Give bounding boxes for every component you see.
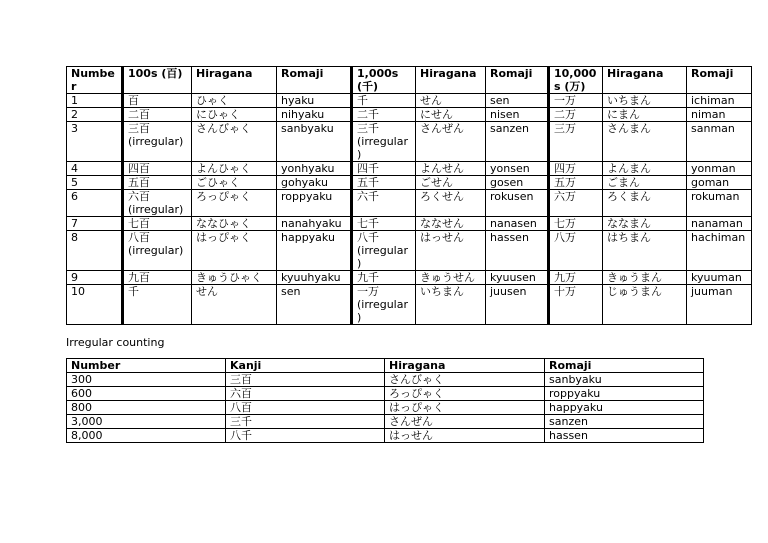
irregular-table-cell: はっぴゃく	[385, 401, 545, 415]
numbers-table-cell: goman	[687, 176, 752, 190]
numbers-table-cell: 四万	[549, 162, 603, 176]
irregular-table-cell: 三百	[226, 373, 385, 387]
numbers-table-cell: 七千	[352, 217, 416, 231]
irregular-table-cell: 八千	[226, 429, 385, 443]
irregular-table-cell: sanzen	[545, 415, 704, 429]
irregular-table-cell: さんぜん	[385, 415, 545, 429]
numbers-table-cell: 9	[67, 271, 123, 285]
numbers-table-cell: roppyaku	[277, 190, 352, 217]
irregular-counting-caption: Irregular counting	[66, 336, 165, 349]
numbers-table-cell: ごせん	[416, 176, 486, 190]
numbers-table-cell: じゅうまん	[603, 285, 687, 325]
numbers-table-cell: ななせん	[416, 217, 486, 231]
irregular-table-cell: 800	[67, 401, 226, 415]
numbers-table-header-cell: Hiragana	[192, 67, 277, 94]
table-row	[67, 94, 752, 108]
numbers-table-cell: sanzen	[486, 122, 549, 162]
irregular-table-cell: hassen	[545, 429, 704, 443]
numbers-table-cell: はっせん	[416, 231, 486, 271]
irregular-table-cell: 600	[67, 387, 226, 401]
numbers-table-cell: 四百	[123, 162, 192, 176]
numbers-table-cell: ろくせん	[416, 190, 486, 217]
numbers-table-cell: sanbyaku	[277, 122, 352, 162]
numbers-table-cell: happyaku	[277, 231, 352, 271]
irregular-table-cell: 八百	[226, 401, 385, 415]
numbers-table-cell: 4	[67, 162, 123, 176]
numbers-table-cell: yonsen	[486, 162, 549, 176]
numbers-table-cell: 七百	[123, 217, 192, 231]
numbers-table-cell: 一万 (irregular)	[352, 285, 416, 325]
numbers-table-cell: sanman	[687, 122, 752, 162]
table-row	[67, 162, 752, 176]
numbers-table-cell: 九千	[352, 271, 416, 285]
numbers-table-cell: rokusen	[486, 190, 549, 217]
irregular-table-cell: 8,000	[67, 429, 226, 443]
numbers-table-cell: 三百 (irregular)	[123, 122, 192, 162]
numbers-table-cell: 千	[352, 94, 416, 108]
numbers-table-header-cell: Romaji	[277, 67, 352, 94]
numbers-table-cell: 八万	[549, 231, 603, 271]
numbers-table-cell: ろくまん	[603, 190, 687, 217]
numbers-table-cell: きゅうせん	[416, 271, 486, 285]
numbers-table-cell: 五千	[352, 176, 416, 190]
table-row	[67, 373, 704, 387]
irregular-table-header-cell: Romaji	[545, 359, 704, 373]
irregular-table-cell: 3,000	[67, 415, 226, 429]
numbers-table-cell: きゅうひゃく	[192, 271, 277, 285]
numbers-table-cell: nanasen	[486, 217, 549, 231]
numbers-table-header-cell: Hiragana	[416, 67, 486, 94]
numbers-table-cell: はちまん	[603, 231, 687, 271]
numbers-table-header-cell: Hiragana	[603, 67, 687, 94]
numbers-table-cell: にせん	[416, 108, 486, 122]
numbers-table-cell: kyuuhyaku	[277, 271, 352, 285]
irregular-table-header-cell: Hiragana	[385, 359, 545, 373]
numbers-table-cell: 七万	[549, 217, 603, 231]
numbers-table-cell: にひゃく	[192, 108, 277, 122]
table-row	[67, 217, 752, 231]
numbers-table-header-cell: 100s (百)	[123, 67, 192, 94]
numbers-table-cell: せん	[416, 94, 486, 108]
numbers-table-cell: 二万	[549, 108, 603, 122]
irregular-table-cell: roppyaku	[545, 387, 704, 401]
numbers-table-cell: ごひゃく	[192, 176, 277, 190]
numbers-table-cell: 五万	[549, 176, 603, 190]
numbers-table-cell: 8	[67, 231, 123, 271]
numbers-table-cell: rokuman	[687, 190, 752, 217]
numbers-table-cell: はっぴゃく	[192, 231, 277, 271]
numbers-table-cell: 八百 (irregular)	[123, 231, 192, 271]
numbers-table-cell: ごまん	[603, 176, 687, 190]
irregular-table-header-cell: Number	[67, 359, 226, 373]
numbers-table-cell: きゅうまん	[603, 271, 687, 285]
numbers-table-cell: いちまん	[603, 94, 687, 108]
numbers-table-cell: 三千 (irregular)	[352, 122, 416, 162]
numbers-table-cell: hachiman	[687, 231, 752, 271]
numbers-table-cell: nanaman	[687, 217, 752, 231]
numbers-table-cell: yonhyaku	[277, 162, 352, 176]
numbers-table-cell: 八千 (irregular)	[352, 231, 416, 271]
table-row	[67, 285, 752, 325]
table-row	[67, 387, 704, 401]
table-row	[67, 122, 752, 162]
numbers-table-header-cell: 1,000s (千)	[352, 67, 416, 94]
numbers-table-cell: 千	[123, 285, 192, 325]
numbers-table-cell: 1	[67, 94, 123, 108]
numbers-table-cell: いちまん	[416, 285, 486, 325]
numbers-table-cell: sen	[277, 285, 352, 325]
numbers-table-cell: nanahyaku	[277, 217, 352, 231]
numbers-table-cell: sen	[486, 94, 549, 108]
numbers-table-cell: gohyaku	[277, 176, 352, 190]
numbers-table-cell: 二百	[123, 108, 192, 122]
numbers-table-cell: にまん	[603, 108, 687, 122]
numbers-table-cell: せん	[192, 285, 277, 325]
irregular-table-cell: happyaku	[545, 401, 704, 415]
numbers-table-cell: juusen	[486, 285, 549, 325]
numbers-table-cell: kyuusen	[486, 271, 549, 285]
irregular-table-cell: sanbyaku	[545, 373, 704, 387]
numbers-table-cell: hassen	[486, 231, 549, 271]
irregular-table-header-row	[67, 359, 704, 373]
numbers-table-cell: さんまん	[603, 122, 687, 162]
table-row	[67, 271, 752, 285]
table-row	[67, 176, 752, 190]
numbers-table-cell: ななまん	[603, 217, 687, 231]
numbers-table-cell: 六百 (irregular)	[123, 190, 192, 217]
irregular-table-cell: ろっぴゃく	[385, 387, 545, 401]
numbers-table-cell: 十万	[549, 285, 603, 325]
numbers-table-cell: nihyaku	[277, 108, 352, 122]
numbers-table-header-row	[67, 67, 752, 94]
numbers-table-cell: 九万	[549, 271, 603, 285]
numbers-table-cell: 六千	[352, 190, 416, 217]
table-row	[67, 190, 752, 217]
numbers-table-cell: 6	[67, 190, 123, 217]
numbers-table-cell: 六万	[549, 190, 603, 217]
numbers-table-cell: yonman	[687, 162, 752, 176]
numbers-table-cell: 五百	[123, 176, 192, 190]
numbers-table-header-cell: Number	[67, 67, 123, 94]
irregular-table-cell: 三千	[226, 415, 385, 429]
numbers-table-cell: さんぜん	[416, 122, 486, 162]
irregular-table-header-cell: Kanji	[226, 359, 385, 373]
table-row	[67, 429, 704, 443]
numbers-table-header-cell: Romaji	[687, 67, 752, 94]
table-row	[67, 401, 704, 415]
numbers-table-cell: 7	[67, 217, 123, 231]
numbers-table-cell: ななひゃく	[192, 217, 277, 231]
numbers-table-cell: 百	[123, 94, 192, 108]
numbers-table-cell: 九百	[123, 271, 192, 285]
numbers-table-header-cell: 10,000s (万)	[549, 67, 603, 94]
table-row	[67, 231, 752, 271]
numbers-table-cell: hyaku	[277, 94, 352, 108]
numbers-table-cell: よんひゃく	[192, 162, 277, 176]
numbers-table-cell: 10	[67, 285, 123, 325]
irregular-counting-table	[66, 358, 704, 443]
numbers-table-cell: kyuuman	[687, 271, 752, 285]
numbers-table-cell: 三万	[549, 122, 603, 162]
numbers-table-cell: nisen	[486, 108, 549, 122]
numbers-table-cell: 一万	[549, 94, 603, 108]
numbers-table-cell: 2	[67, 108, 123, 122]
numbers-table-cell: 四千	[352, 162, 416, 176]
numbers-table-cell: juuman	[687, 285, 752, 325]
numbers-table-cell: ichiman	[687, 94, 752, 108]
numbers-table-cell: gosen	[486, 176, 549, 190]
numbers-table-header-cell: Romaji	[486, 67, 549, 94]
irregular-table-cell: さんびゃく	[385, 373, 545, 387]
numbers-table-cell: 3	[67, 122, 123, 162]
numbers-table-cell: ろっぴゃく	[192, 190, 277, 217]
numbers-table	[66, 66, 752, 325]
numbers-table-cell: niman	[687, 108, 752, 122]
numbers-table-cell: 二千	[352, 108, 416, 122]
numbers-table-cell: 5	[67, 176, 123, 190]
irregular-table-cell: 六百	[226, 387, 385, 401]
numbers-table-cell: さんびゃく	[192, 122, 277, 162]
irregular-table-cell: はっせん	[385, 429, 545, 443]
table-row	[67, 415, 704, 429]
table-row	[67, 108, 752, 122]
numbers-table-cell: ひゃく	[192, 94, 277, 108]
irregular-table-cell: 300	[67, 373, 226, 387]
numbers-table-cell: よんまん	[603, 162, 687, 176]
numbers-table-cell: よんせん	[416, 162, 486, 176]
